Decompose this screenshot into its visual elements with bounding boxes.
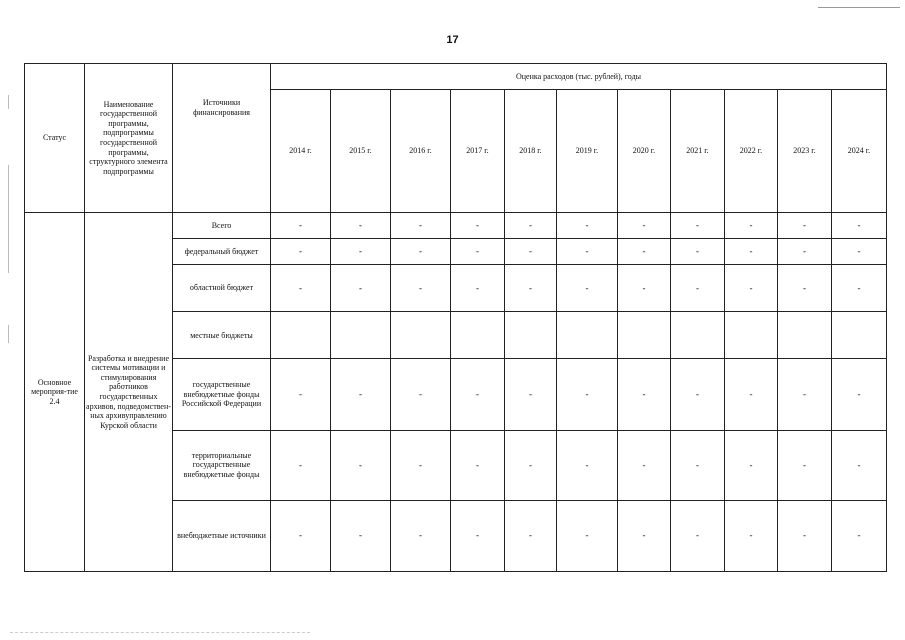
source-cell: местные бюджеты (173, 312, 271, 359)
value-cell: - (725, 430, 778, 500)
value-cell: - (451, 500, 505, 571)
top-rule (818, 7, 900, 8)
name-cell: Разработка и внедрение системы мотивации и стимулирования работников государственных архивов, подведомствен-ных архивуправлению Курской области (85, 213, 173, 572)
value-cell: - (505, 239, 557, 265)
value-cell: - (725, 500, 778, 571)
value-cell: - (331, 359, 391, 430)
value-cell: - (271, 213, 331, 239)
budget-table (24, 63, 887, 572)
value-cell: - (671, 213, 725, 239)
value-cell: - (271, 239, 331, 265)
value-cell: - (671, 430, 725, 500)
value-cell: - (557, 239, 618, 265)
scan-mark (8, 95, 9, 109)
source-cell: территориальные государственные внебюджетные фонды (173, 430, 271, 500)
value-cell (391, 312, 451, 359)
value-cell: - (618, 500, 671, 571)
value-cell: - (505, 359, 557, 430)
source-cell: областной бюджет (173, 265, 271, 312)
scan-mark (10, 632, 310, 633)
value-cell: - (391, 430, 451, 500)
header-year: 2020 г. (618, 90, 671, 213)
source-cell: государственные внебюджетные фонды Российской Федерации (173, 359, 271, 430)
value-cell: - (451, 213, 505, 239)
header-year: 2023 г. (778, 90, 832, 213)
header-year: 2022 г. (725, 90, 778, 213)
value-cell: - (832, 500, 887, 571)
value-cell: - (391, 500, 451, 571)
header-year: 2015 г. (331, 90, 391, 213)
header-year: 2017 г. (451, 90, 505, 213)
value-cell (725, 312, 778, 359)
header-name: Наименование государственной программы, подпрограммы государственной программы, структурного элемента подпрограммы (85, 64, 173, 213)
source-cell: внебюджетные источники (173, 500, 271, 571)
value-cell: - (451, 265, 505, 312)
status-cell: Основное мероприя-тие 2.4 (25, 213, 85, 572)
value-cell: - (331, 213, 391, 239)
source-cell: федеральный бюджет (173, 239, 271, 265)
value-cell: - (725, 213, 778, 239)
value-cell: - (618, 265, 671, 312)
value-cell (671, 312, 725, 359)
value-cell: - (618, 430, 671, 500)
value-cell: - (618, 359, 671, 430)
scan-mark (8, 325, 9, 343)
value-cell: - (557, 430, 618, 500)
value-cell: - (778, 430, 832, 500)
value-cell: - (331, 265, 391, 312)
value-cell: - (671, 239, 725, 265)
header-status: Статус (25, 64, 85, 213)
value-cell: - (391, 265, 451, 312)
value-cell: - (832, 359, 887, 430)
value-cell: - (271, 430, 331, 500)
value-cell: - (331, 430, 391, 500)
value-cell (832, 312, 887, 359)
value-cell: - (451, 430, 505, 500)
value-cell: - (618, 213, 671, 239)
value-cell: - (505, 430, 557, 500)
value-cell (778, 312, 832, 359)
header-year: 2024 г. (832, 90, 887, 213)
value-cell: - (778, 265, 832, 312)
value-cell: - (451, 359, 505, 430)
value-cell: - (832, 213, 887, 239)
header-year: 2018 г. (505, 90, 557, 213)
value-cell: - (505, 500, 557, 571)
source-cell: Всего (173, 213, 271, 239)
value-cell: - (557, 265, 618, 312)
page-number: 17 (446, 34, 459, 46)
value-cell: - (778, 213, 832, 239)
header-year: 2021 г. (671, 90, 725, 213)
value-cell: - (832, 265, 887, 312)
value-cell: - (725, 239, 778, 265)
value-cell: - (557, 359, 618, 430)
value-cell: - (832, 430, 887, 500)
header-year: 2019 г. (557, 90, 618, 213)
value-cell (618, 312, 671, 359)
value-cell (451, 312, 505, 359)
value-cell (505, 312, 557, 359)
value-cell: - (331, 239, 391, 265)
value-cell: - (391, 359, 451, 430)
header-year: 2016 г. (391, 90, 451, 213)
value-cell: - (505, 213, 557, 239)
value-cell: - (451, 239, 505, 265)
value-cell: - (778, 500, 832, 571)
header-year: 2014 г. (271, 90, 331, 213)
value-cell: - (671, 359, 725, 430)
value-cell: - (391, 213, 451, 239)
value-cell: - (671, 265, 725, 312)
value-cell: - (778, 239, 832, 265)
value-cell: - (557, 213, 618, 239)
value-cell: - (832, 239, 887, 265)
value-cell: - (331, 500, 391, 571)
value-cell (557, 312, 618, 359)
value-cell: - (391, 239, 451, 265)
header-expenses: Оценка расходов (тыс. рублей), годы (271, 64, 887, 90)
value-cell: - (271, 359, 331, 430)
value-cell: - (271, 265, 331, 312)
header-sources: Источники финансирования (173, 64, 271, 213)
value-cell: - (505, 265, 557, 312)
value-cell: - (618, 239, 671, 265)
value-cell: - (271, 500, 331, 571)
value-cell: - (725, 359, 778, 430)
value-cell: - (557, 500, 618, 571)
value-cell (331, 312, 391, 359)
value-cell (271, 312, 331, 359)
value-cell: - (778, 359, 832, 430)
value-cell: - (671, 500, 725, 571)
scan-mark (8, 165, 9, 273)
value-cell: - (725, 265, 778, 312)
table-row (25, 213, 887, 239)
